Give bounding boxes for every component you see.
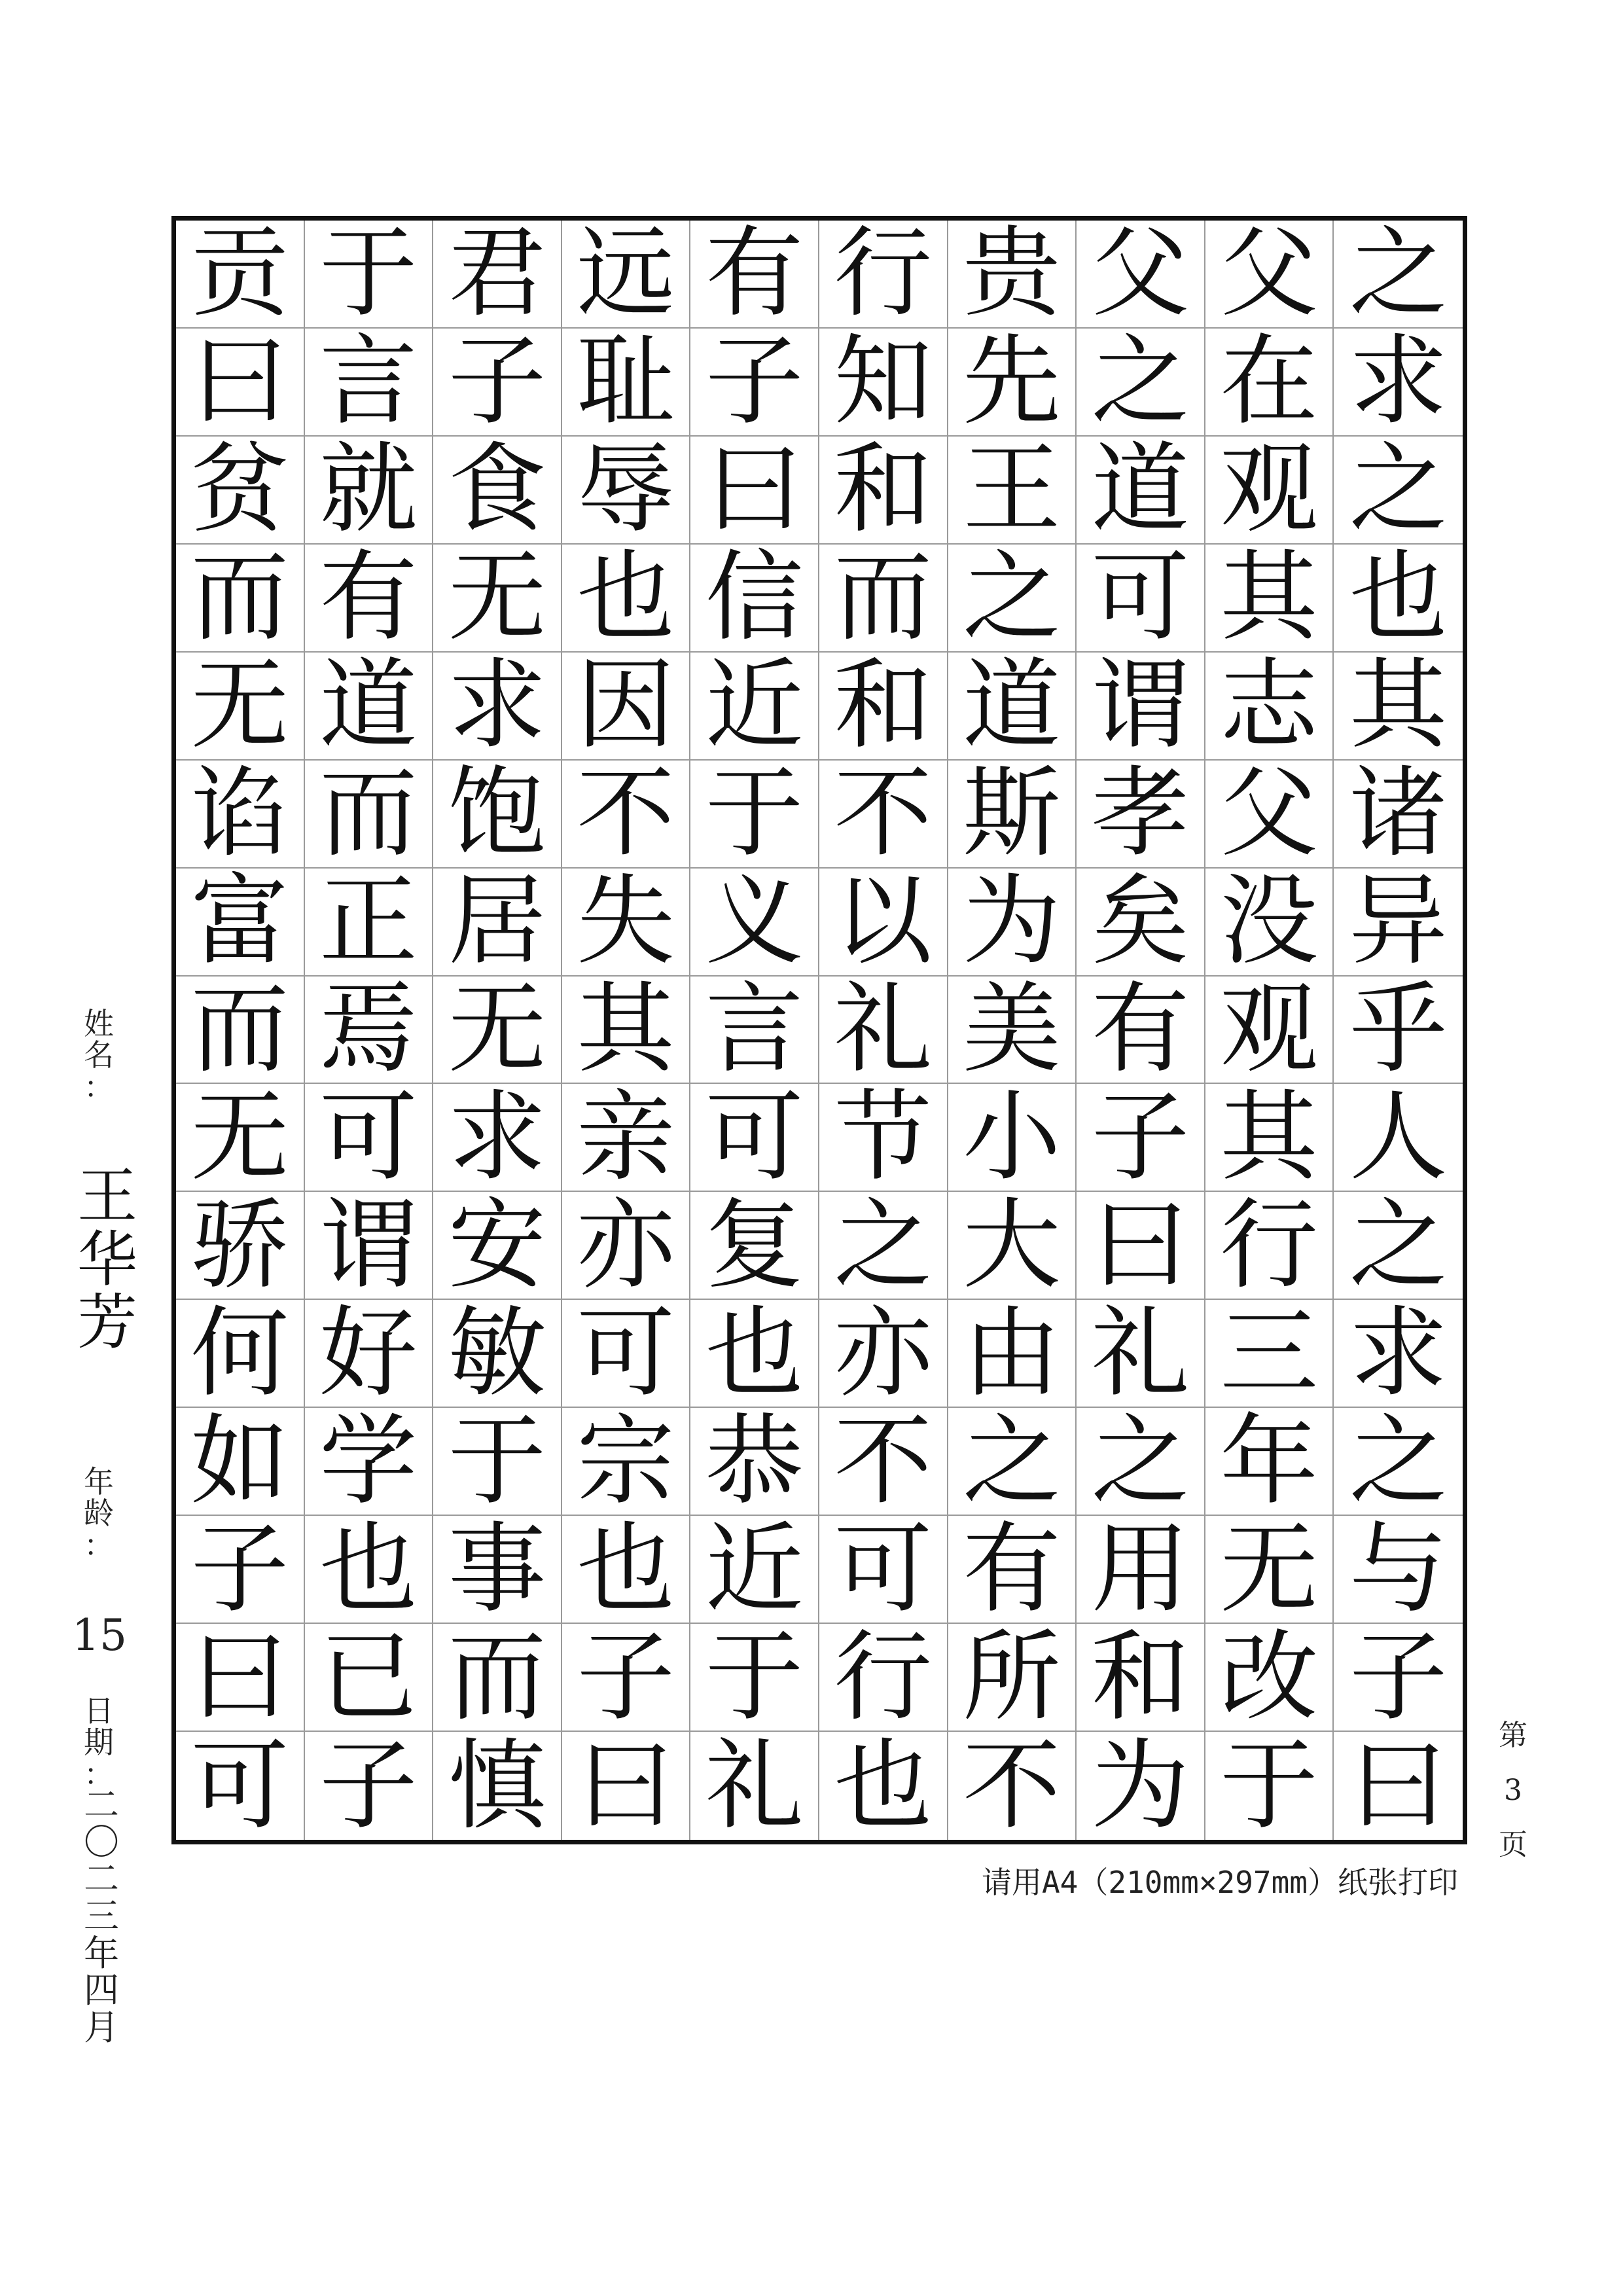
grid-cell: 可 (819, 1516, 948, 1624)
grid-cell: 失 (562, 869, 691, 977)
grid-cell: 有 (1077, 977, 1205, 1085)
grid-cell: 观 (1205, 437, 1334, 545)
grid-cell: 人 (1334, 1084, 1463, 1192)
grid-cell: 王 (948, 437, 1077, 545)
grid-cell: 于 (305, 221, 434, 329)
grid-cell: 可 (562, 1300, 691, 1408)
grid-cell: 道 (305, 653, 434, 761)
grid-cell: 求 (433, 1084, 562, 1192)
grid-cell: 子 (1077, 1084, 1205, 1192)
grid-cell: 无 (176, 653, 305, 761)
vertical-char: ： (84, 1069, 114, 1105)
grid-cell: 父 (1077, 221, 1205, 329)
grid-cell: 曰 (1077, 1192, 1205, 1300)
vertical-char: 三 (84, 1895, 119, 1937)
grid-cell: 近 (690, 1516, 819, 1624)
grid-cell: 安 (433, 1192, 562, 1300)
grid-cell: 而 (176, 977, 305, 1085)
grid-cell: 可 (1077, 545, 1205, 653)
vertical-char: ： (84, 1527, 114, 1563)
grid-cell: 子 (305, 1732, 434, 1840)
grid-cell: 其 (1334, 653, 1463, 761)
grid-cell: 行 (819, 1624, 948, 1732)
grid-cell: 有 (305, 545, 434, 653)
grid-cell: 有 (690, 221, 819, 329)
grid-cell: 也 (305, 1516, 434, 1624)
vertical-char: ： (84, 1756, 114, 1792)
grid-cell: 也 (562, 1516, 691, 1624)
grid-cell: 因 (562, 653, 691, 761)
page-number: 3 (1504, 1773, 1522, 1807)
grid-cell: 事 (433, 1516, 562, 1624)
grid-cell: 求 (1334, 329, 1463, 437)
grid-cell: 乎 (1334, 977, 1463, 1085)
vertical-char: 华 (77, 1224, 138, 1295)
grid-cell: 正 (305, 869, 434, 977)
vertical-char: 年 (84, 1464, 114, 1499)
grid-cell: 而 (176, 545, 305, 653)
vertical-char: 王 (77, 1161, 138, 1231)
grid-cell: 子 (176, 1516, 305, 1624)
grid-cell: 矣 (1077, 869, 1205, 977)
grid-cell: 不 (948, 1732, 1077, 1840)
grid-cell: 亦 (819, 1300, 948, 1408)
grid-cell: 已 (305, 1624, 434, 1732)
grid-cell: 之 (1077, 1408, 1205, 1516)
grid-cell: 美 (948, 977, 1077, 1085)
grid-cell: 没 (1205, 869, 1334, 977)
grid-cell: 焉 (305, 977, 434, 1085)
grid-cell: 宗 (562, 1408, 691, 1516)
grid-cell: 复 (690, 1192, 819, 1300)
grid-cell: 亲 (562, 1084, 691, 1192)
vertical-char: 名 (84, 1037, 114, 1073)
grid-cell: 何 (176, 1300, 305, 1408)
grid-cell: 就 (305, 437, 434, 545)
grid-cell: 居 (433, 869, 562, 977)
grid-cell: 以 (819, 869, 948, 977)
grid-cell: 敏 (433, 1300, 562, 1408)
grid-cell: 年 (1205, 1408, 1334, 1516)
grid-cell: 谓 (1077, 653, 1205, 761)
grid-cell: 贫 (176, 437, 305, 545)
grid-cell: 子 (1334, 1624, 1463, 1732)
grid-cell: 父 (1205, 761, 1334, 869)
practice-grid (171, 216, 1467, 1844)
date-label (84, 1695, 114, 1790)
vertical-char: 芳 (77, 1287, 138, 1358)
vertical-char: 〇 (84, 1821, 119, 1863)
grid-cell: 贵 (948, 221, 1077, 329)
grid-cell: 也 (819, 1732, 948, 1840)
grid-cell: 骄 (176, 1192, 305, 1300)
grid-cell: 谓 (305, 1192, 434, 1300)
grid-cell: 于 (1205, 1732, 1334, 1840)
grid-cell: 君 (433, 221, 562, 329)
grid-cell: 为 (948, 869, 1077, 977)
grid-cell: 而 (819, 545, 948, 653)
grid-cell: 无 (176, 1084, 305, 1192)
grid-cell: 道 (948, 653, 1077, 761)
grid-cell: 言 (305, 329, 434, 437)
grid-cell: 曰 (176, 329, 305, 437)
grid-cell: 和 (819, 437, 948, 545)
grid-cell: 不 (819, 761, 948, 869)
grid-cell: 所 (948, 1624, 1077, 1732)
name-label (84, 1008, 114, 1103)
vertical-char: 月 (84, 2007, 119, 2049)
vertical-char: 姓 (84, 1006, 114, 1041)
grid-cell: 食 (433, 437, 562, 545)
grid-cell: 小 (948, 1084, 1077, 1192)
grid-cell: 礼 (819, 977, 948, 1085)
grid-cell: 行 (819, 221, 948, 329)
grid-cell: 礼 (690, 1732, 819, 1840)
grid-cell: 曰 (690, 437, 819, 545)
grid-cell: 之 (1077, 329, 1205, 437)
grid-cell: 斯 (948, 761, 1077, 869)
grid-cell: 志 (1205, 653, 1334, 761)
grid-cell: 知 (819, 329, 948, 437)
grid-cell: 用 (1077, 1516, 1205, 1624)
grid-cell: 节 (819, 1084, 948, 1192)
grid-cell: 之 (1334, 221, 1463, 329)
grid-cell: 有 (948, 1516, 1077, 1624)
grid-cell: 之 (948, 1408, 1077, 1516)
grid-cell: 异 (1334, 869, 1463, 977)
student-age: 15 (72, 1610, 127, 1660)
page-suffix: 页 (1499, 1828, 1527, 1862)
grid-cell: 饱 (433, 761, 562, 869)
grid-cell: 之 (1334, 437, 1463, 545)
grid-cell: 礼 (1077, 1300, 1205, 1408)
grid-cell: 道 (1077, 437, 1205, 545)
grid-cell: 求 (1334, 1300, 1463, 1408)
age-label (84, 1466, 114, 1561)
grid-cell: 近 (690, 653, 819, 761)
grid-cell: 其 (1205, 1084, 1334, 1192)
grid-cell: 不 (562, 761, 691, 869)
grid-cell: 曰 (562, 1732, 691, 1840)
grid-cell: 之 (948, 545, 1077, 653)
grid-cell: 和 (1077, 1624, 1205, 1732)
grid-cell: 先 (948, 329, 1077, 437)
grid-cell: 恭 (690, 1408, 819, 1516)
grid-cell: 孝 (1077, 761, 1205, 869)
page-indicator (1499, 1708, 1527, 1873)
grid-cell: 子 (433, 329, 562, 437)
grid-cell: 可 (305, 1084, 434, 1192)
grid-cell: 曰 (1349, 1729, 1448, 1843)
grid-cell: 可 (690, 1084, 819, 1192)
vertical-char: 二 (84, 1858, 119, 1900)
vertical-char: 龄 (84, 1496, 114, 1532)
grid-cell: 如 (176, 1408, 305, 1516)
grid-cell: 也 (562, 545, 691, 653)
grid-cell: 富 (176, 869, 305, 977)
grid-cell: 谄 (176, 761, 305, 869)
grid-cell: 三 (1205, 1300, 1334, 1408)
grid-cell: 与 (1334, 1516, 1463, 1624)
grid-cell: 也 (690, 1300, 819, 1408)
student-name (77, 1161, 138, 1358)
grid-cell: 大 (948, 1192, 1077, 1300)
grid-cell: 于 (690, 761, 819, 869)
grid-cell: 辱 (562, 437, 691, 545)
grid-cell: 学 (305, 1408, 434, 1516)
grid-cell: 无 (433, 545, 562, 653)
grid-cell: 求 (433, 653, 562, 761)
grid-cell: 于 (433, 1408, 562, 1516)
grid-cell: 而 (305, 761, 434, 869)
grid-cell: 信 (690, 545, 819, 653)
grid-cell: 其 (562, 977, 691, 1085)
grid-cell: 父 (1205, 221, 1334, 329)
grid-cell: 言 (690, 977, 819, 1085)
grid-cell: 于 (690, 1624, 819, 1732)
grid-cell: 亦 (562, 1192, 691, 1300)
grid-cell: 不 (819, 1408, 948, 1516)
grid-cell: 无 (433, 977, 562, 1085)
grid-cell: 为 (1077, 1732, 1205, 1840)
grid-cell: 耻 (562, 329, 691, 437)
grid-cell: 之 (819, 1192, 948, 1300)
vertical-char: 二 (84, 1784, 119, 1825)
grid-cell: 贡 (176, 221, 305, 329)
grid-cell: 和 (819, 653, 948, 761)
grid-cell: 之 (1334, 1408, 1463, 1516)
grid-cell: 也 (1334, 545, 1463, 653)
grid-cell: 慎 (433, 1732, 562, 1840)
grid-cell: 可 (176, 1732, 305, 1840)
grid-cell: 子 (690, 329, 819, 437)
grid-cell: 曰 (176, 1624, 305, 1732)
grid-cell: 远 (562, 221, 691, 329)
grid-cell: 无 (1205, 1516, 1334, 1624)
practice-date (84, 1784, 119, 2049)
vertical-char: 期 (84, 1725, 114, 1761)
grid-cell: 行 (1205, 1192, 1334, 1300)
grid-cell: 在 (1205, 329, 1334, 437)
grid-cell: 而 (433, 1624, 562, 1732)
grid-cell: 之 (1334, 1192, 1463, 1300)
grid-cell: 诸 (1334, 761, 1463, 869)
grid-cell: 观 (1205, 977, 1334, 1085)
vertical-char: 四 (84, 1969, 119, 2011)
print-instruction: 请用A4（210mm×297mm）纸张打印 (981, 1865, 1458, 1900)
grid-cell: 改 (1205, 1624, 1334, 1732)
grid-cell: 由 (948, 1300, 1077, 1408)
grid-cell: 好 (305, 1300, 434, 1408)
grid-cell: 其 (1205, 545, 1334, 653)
grid-cell: 义 (690, 869, 819, 977)
vertical-char: 日 (84, 1693, 114, 1729)
vertical-char: 年 (84, 1932, 119, 1974)
page-prefix: 第 (1499, 1719, 1527, 1752)
grid-cell: 子 (562, 1624, 691, 1732)
